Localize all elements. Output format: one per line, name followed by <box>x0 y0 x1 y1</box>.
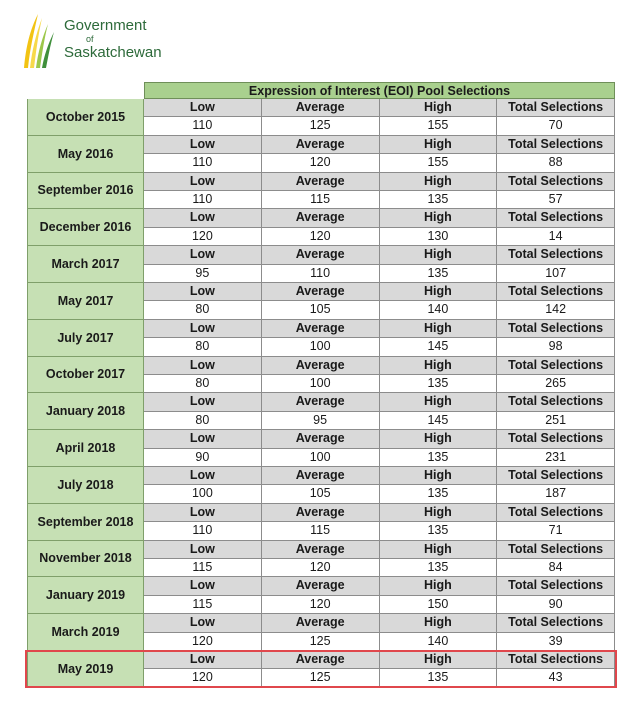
table-row <box>27 393 615 430</box>
cell-value: 155 <box>380 117 498 135</box>
column-header: Low <box>144 577 262 595</box>
column-header: Low <box>144 173 262 191</box>
table-row <box>27 320 615 357</box>
cell-value: 105 <box>262 485 380 503</box>
cell-value: 100 <box>262 449 380 467</box>
eoi-selections-table <box>27 82 615 688</box>
column-header: Total Selections <box>497 173 615 191</box>
column-header: Average <box>262 577 380 595</box>
cell-value: 88 <box>497 154 615 172</box>
cell-value: 130 <box>380 228 498 246</box>
cell-value: 265 <box>497 375 615 393</box>
column-header: High <box>380 246 498 264</box>
row-date: September 2016 <box>27 173 144 210</box>
column-header: Low <box>144 283 262 301</box>
cell-value: 39 <box>497 633 615 651</box>
column-header: Total Selections <box>497 209 615 227</box>
column-header: High <box>380 209 498 227</box>
column-header: High <box>380 393 498 411</box>
cell-value: 120 <box>144 669 262 687</box>
cell-value: 155 <box>380 154 498 172</box>
column-header: Average <box>262 357 380 375</box>
column-header: Average <box>262 209 380 227</box>
table-row <box>27 173 615 210</box>
row-date: March 2019 <box>27 614 144 651</box>
cell-value: 80 <box>144 412 262 430</box>
cell-value: 120 <box>144 633 262 651</box>
cell-value: 120 <box>262 596 380 614</box>
cell-value: 120 <box>262 559 380 577</box>
cell-value: 135 <box>380 559 498 577</box>
cell-value: 145 <box>380 412 498 430</box>
column-header: Total Selections <box>497 357 615 375</box>
row-date: September 2018 <box>27 504 144 541</box>
wheat-sheaf-icon <box>18 12 58 72</box>
column-header: Low <box>144 430 262 448</box>
cell-value: 140 <box>380 301 498 319</box>
column-header: Low <box>144 320 262 338</box>
table-row <box>27 209 615 246</box>
column-header: Low <box>144 541 262 559</box>
table-row <box>27 614 615 651</box>
column-header: Low <box>144 136 262 154</box>
column-header: High <box>380 283 498 301</box>
column-header: Total Selections <box>497 614 615 632</box>
column-header: Low <box>144 614 262 632</box>
column-header: Average <box>262 283 380 301</box>
cell-value: 110 <box>144 522 262 540</box>
column-header: Low <box>144 246 262 264</box>
row-date: April 2018 <box>27 430 144 467</box>
row-date: May 2019 <box>27 651 144 688</box>
column-header: Total Selections <box>497 99 615 117</box>
cell-value: 95 <box>262 412 380 430</box>
column-header: Average <box>262 246 380 264</box>
table-row <box>27 430 615 467</box>
logo-line-3: Saskatchewan <box>64 44 162 61</box>
column-header: Average <box>262 136 380 154</box>
cell-value: 120 <box>262 154 380 172</box>
cell-value: 90 <box>497 596 615 614</box>
cell-value: 105 <box>262 301 380 319</box>
cell-value: 14 <box>497 228 615 246</box>
row-date: January 2019 <box>27 577 144 614</box>
row-date: March 2017 <box>27 246 144 283</box>
column-header: Total Selections <box>497 577 615 595</box>
row-date: October 2017 <box>27 357 144 394</box>
logo-line-1: Government <box>64 17 147 34</box>
cell-value: 231 <box>497 449 615 467</box>
cell-value: 100 <box>144 485 262 503</box>
column-header: High <box>380 467 498 485</box>
cell-value: 187 <box>497 485 615 503</box>
table-row <box>27 577 615 614</box>
column-header: Total Selections <box>497 651 615 669</box>
table-row <box>27 136 615 173</box>
cell-value: 80 <box>144 375 262 393</box>
table-row <box>27 283 615 320</box>
cell-value: 43 <box>497 669 615 687</box>
column-header: High <box>380 614 498 632</box>
cell-value: 110 <box>144 191 262 209</box>
cell-value: 251 <box>497 412 615 430</box>
column-header: Low <box>144 99 262 117</box>
column-header: Average <box>262 320 380 338</box>
column-header: Average <box>262 541 380 559</box>
column-header: High <box>380 136 498 154</box>
column-header: High <box>380 651 498 669</box>
table-row <box>27 357 615 394</box>
column-header: High <box>380 173 498 191</box>
cell-value: 120 <box>262 228 380 246</box>
column-header: Total Selections <box>497 246 615 264</box>
cell-value: 71 <box>497 522 615 540</box>
logo-line-2: of <box>86 34 94 44</box>
cell-value: 110 <box>144 117 262 135</box>
table-row <box>27 246 615 283</box>
cell-value: 150 <box>380 596 498 614</box>
column-header: Average <box>262 173 380 191</box>
column-header: Average <box>262 651 380 669</box>
column-header: High <box>380 99 498 117</box>
column-header: Total Selections <box>497 393 615 411</box>
cell-value: 120 <box>144 228 262 246</box>
column-header: Low <box>144 357 262 375</box>
cell-value: 95 <box>144 265 262 283</box>
table-row <box>27 541 615 578</box>
cell-value: 90 <box>144 449 262 467</box>
row-date: May 2017 <box>27 283 144 320</box>
cell-value: 110 <box>144 154 262 172</box>
cell-value: 140 <box>380 633 498 651</box>
column-header: Total Selections <box>497 467 615 485</box>
column-header: High <box>380 504 498 522</box>
table-body <box>27 99 615 688</box>
column-header: Total Selections <box>497 541 615 559</box>
cell-value: 80 <box>144 301 262 319</box>
cell-value: 135 <box>380 669 498 687</box>
cell-value: 115 <box>262 522 380 540</box>
column-header: Average <box>262 430 380 448</box>
cell-value: 80 <box>144 338 262 356</box>
column-header: High <box>380 430 498 448</box>
cell-value: 125 <box>262 117 380 135</box>
cell-value: 145 <box>380 338 498 356</box>
cell-value: 100 <box>262 338 380 356</box>
column-header: Low <box>144 209 262 227</box>
cell-value: 135 <box>380 265 498 283</box>
column-header: High <box>380 357 498 375</box>
logo-wordmark <box>64 18 162 60</box>
cell-value: 135 <box>380 191 498 209</box>
column-header: Total Selections <box>497 320 615 338</box>
column-header: Average <box>262 504 380 522</box>
row-date: July 2018 <box>27 467 144 504</box>
government-logo <box>18 12 218 74</box>
cell-value: 115 <box>144 596 262 614</box>
column-header: Low <box>144 467 262 485</box>
cell-value: 70 <box>497 117 615 135</box>
column-header: Average <box>262 467 380 485</box>
column-header: High <box>380 320 498 338</box>
row-date: July 2017 <box>27 320 144 357</box>
cell-value: 125 <box>262 633 380 651</box>
column-header: Average <box>262 393 380 411</box>
row-date: January 2018 <box>27 393 144 430</box>
cell-value: 125 <box>262 669 380 687</box>
cell-value: 107 <box>497 265 615 283</box>
table-row <box>27 99 615 136</box>
cell-value: 135 <box>380 375 498 393</box>
row-date: December 2016 <box>27 209 144 246</box>
cell-value: 135 <box>380 522 498 540</box>
row-date: October 2015 <box>27 99 144 136</box>
column-header: Total Selections <box>497 504 615 522</box>
row-date: November 2018 <box>27 541 144 578</box>
cell-value: 142 <box>497 301 615 319</box>
column-header: High <box>380 577 498 595</box>
cell-value: 84 <box>497 559 615 577</box>
column-header: Average <box>262 614 380 632</box>
table-row <box>27 504 615 541</box>
column-header: Total Selections <box>497 136 615 154</box>
column-header: Total Selections <box>497 430 615 448</box>
table-title: Expression of Interest (EOI) Pool Selections <box>144 82 615 99</box>
cell-value: 100 <box>262 375 380 393</box>
cell-value: 135 <box>380 449 498 467</box>
cell-value: 57 <box>497 191 615 209</box>
table-row <box>27 467 615 504</box>
column-header: Low <box>144 651 262 669</box>
cell-value: 135 <box>380 485 498 503</box>
cell-value: 115 <box>144 559 262 577</box>
row-date: May 2016 <box>27 136 144 173</box>
column-header: Low <box>144 504 262 522</box>
column-header: Total Selections <box>497 283 615 301</box>
column-header: Average <box>262 99 380 117</box>
table-row <box>27 651 615 688</box>
cell-value: 98 <box>497 338 615 356</box>
column-header: Low <box>144 393 262 411</box>
column-header: High <box>380 541 498 559</box>
cell-value: 115 <box>262 191 380 209</box>
cell-value: 110 <box>262 265 380 283</box>
